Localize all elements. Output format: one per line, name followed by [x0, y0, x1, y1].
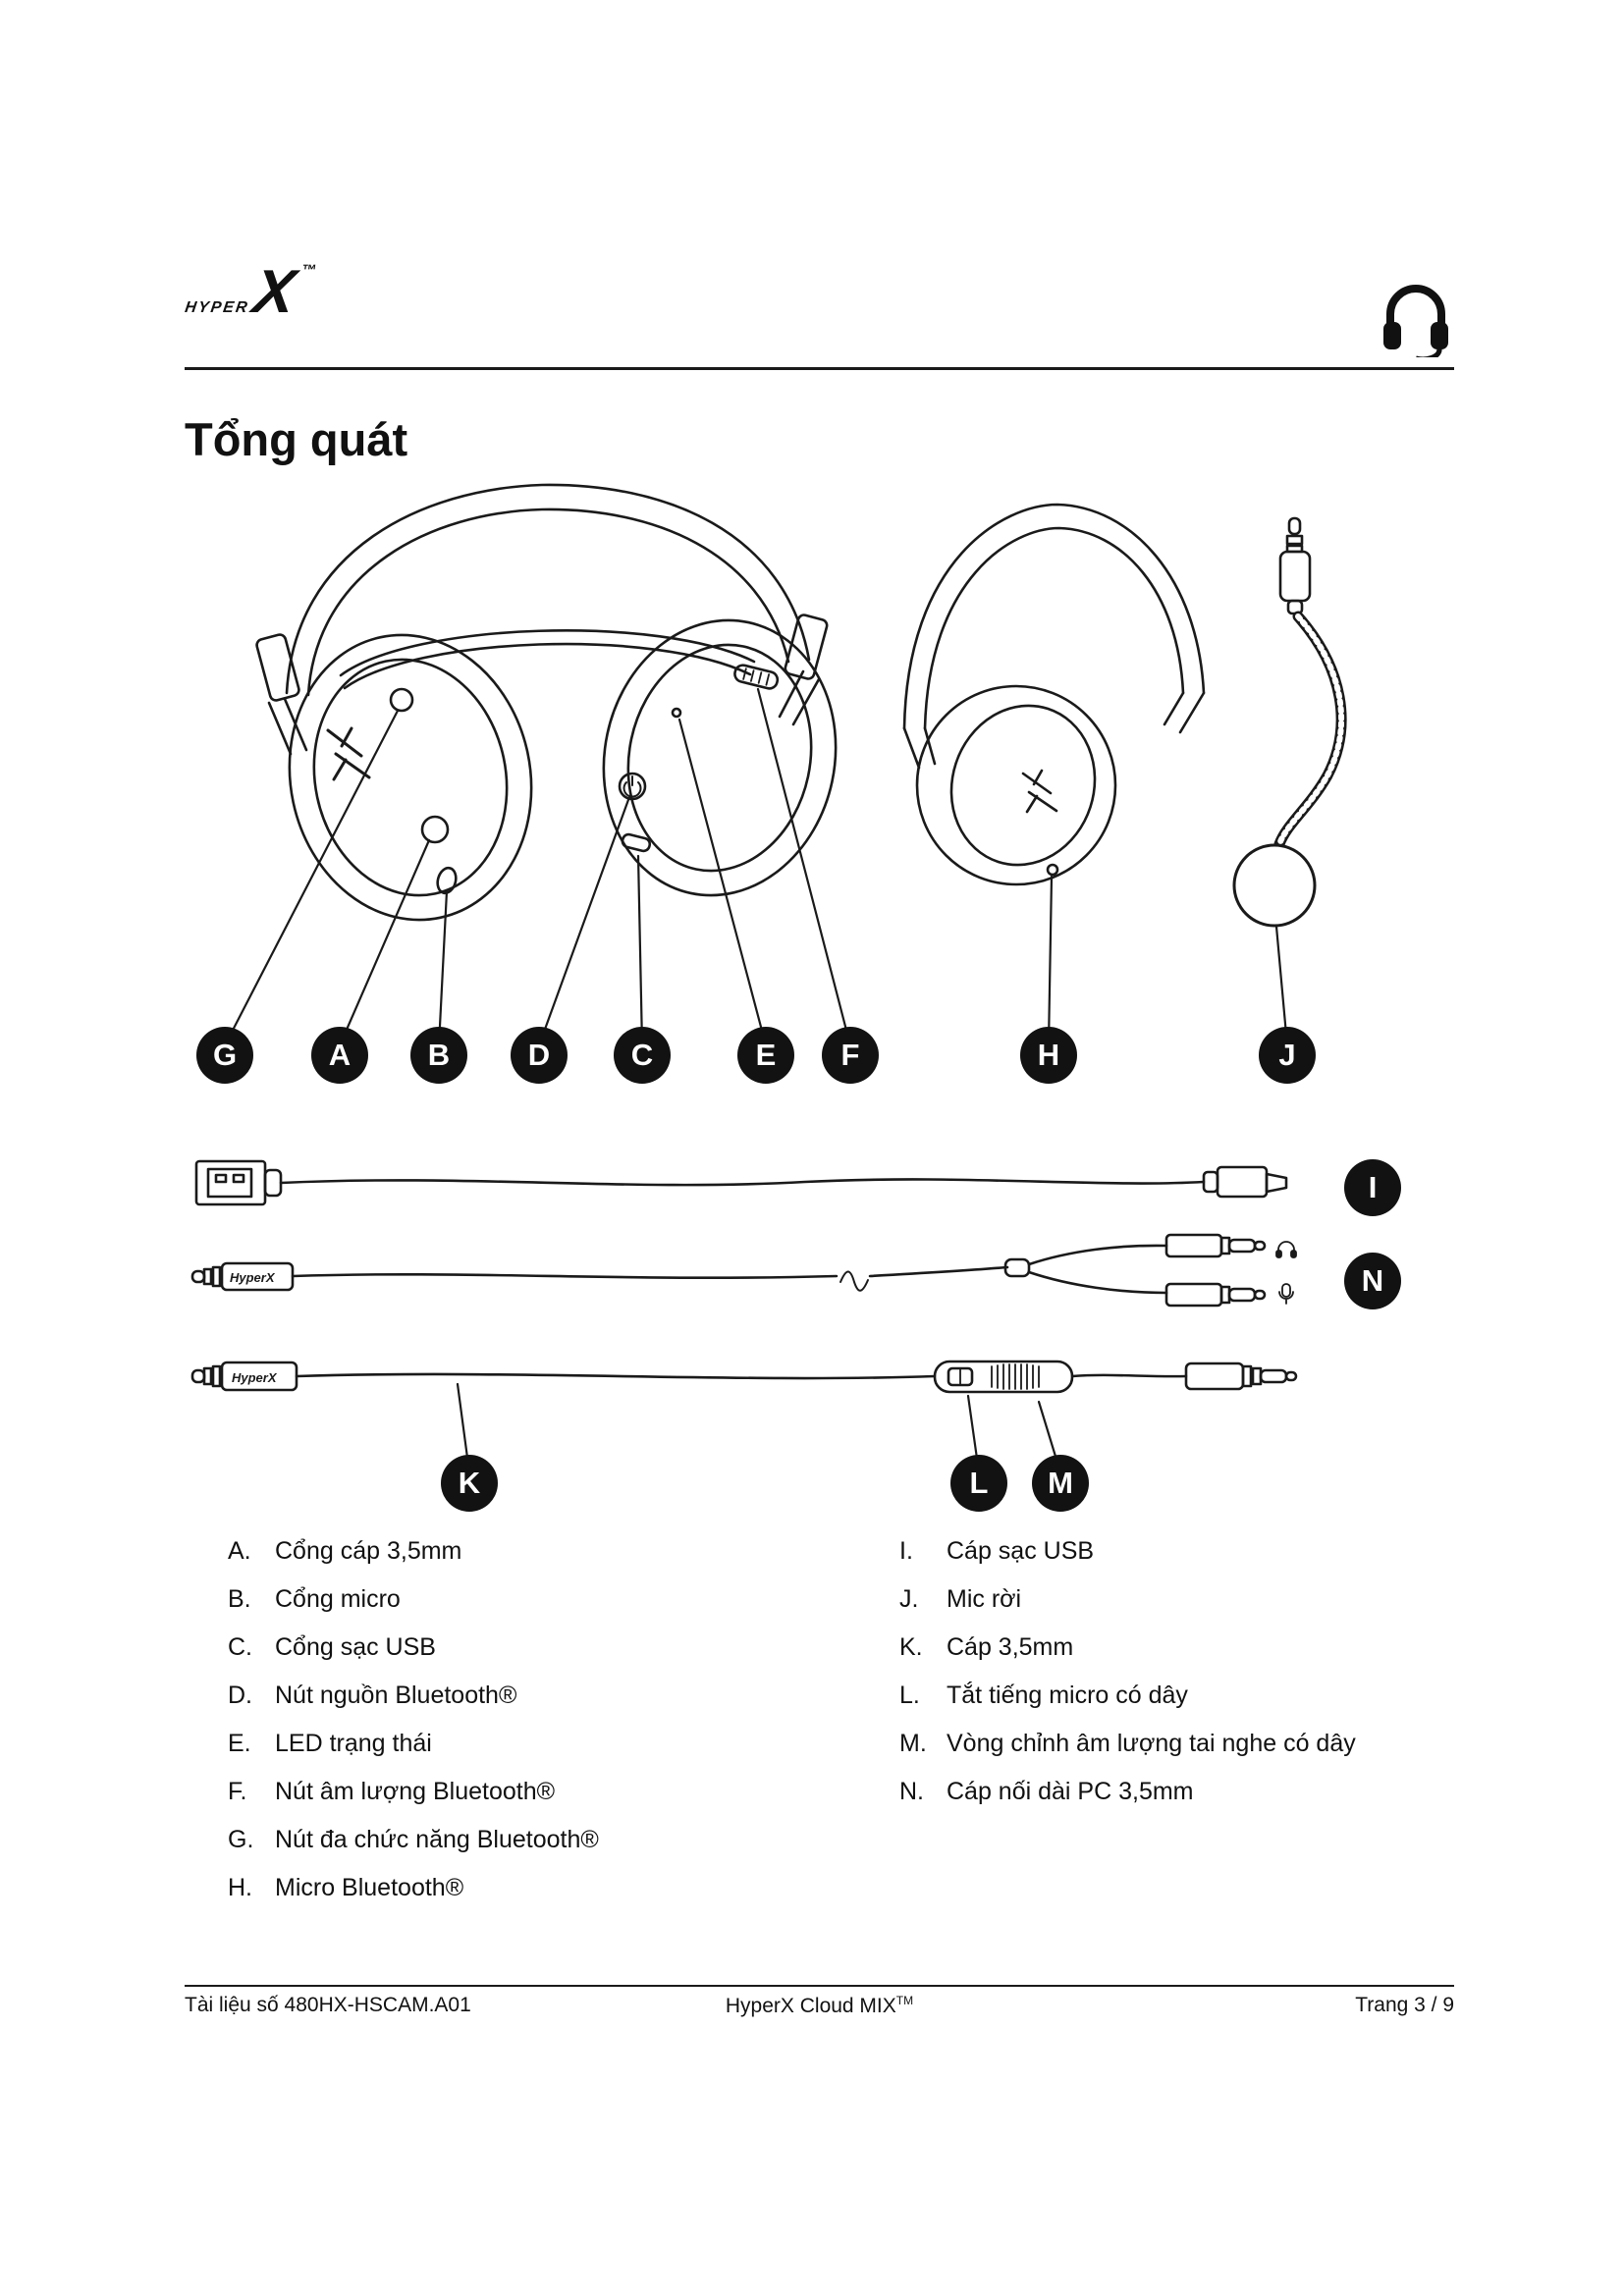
legend-letter: A. [228, 1537, 251, 1565]
legend-text: Mic rời [947, 1585, 1022, 1613]
callout-c-badge: C [614, 1027, 671, 1084]
legend-letter: E. [228, 1730, 251, 1757]
legend-letter: C. [228, 1633, 252, 1661]
splitter-cable-drawing [192, 1235, 1296, 1306]
legend-item-a [228, 1527, 876, 1575]
legend-item-g [228, 1816, 876, 1864]
logo-trademark: ™ [300, 262, 320, 279]
legend-item-j [899, 1575, 1508, 1624]
legend-text: Cáp sạc USB [947, 1537, 1095, 1565]
page-title: Tổng quát [185, 413, 408, 465]
legend-left-column [228, 1527, 876, 1912]
legend-item-b [228, 1575, 876, 1624]
legend-text: Cáp 3,5mm [947, 1633, 1074, 1661]
legend-letter: M. [899, 1730, 927, 1757]
side-view-drawing [904, 505, 1204, 884]
legend-letter: G. [228, 1826, 254, 1853]
usb-cable-drawing [196, 1161, 1286, 1204]
legend-text: Cổng cáp 3,5mm [275, 1537, 462, 1565]
callout-i-badge: I [1344, 1159, 1401, 1216]
callout-d-badge: D [511, 1027, 568, 1084]
callout-k-badge: K [441, 1455, 498, 1512]
callout-a-badge: A [311, 1027, 368, 1084]
product-trademark: TM [895, 1994, 914, 2007]
callout-j-badge: J [1259, 1027, 1316, 1084]
callout-b-badge: B [410, 1027, 467, 1084]
plug-brand-label: HyperX [232, 1370, 277, 1385]
legend-text: Nút nguồn Bluetooth® [275, 1682, 517, 1709]
legend-text: Cáp nối dài PC 3,5mm [947, 1778, 1194, 1805]
callout-n-badge: N [1344, 1253, 1401, 1309]
legend-text: Nút đa chức năng Bluetooth® [275, 1826, 599, 1853]
legend-text: Nút âm lượng Bluetooth® [275, 1778, 556, 1805]
footer-doc-number: Tài liệu số 480HX-HSCAM.A01 [185, 1994, 471, 2016]
callout-m-badge: M [1032, 1455, 1089, 1512]
legend-text: Cổng sạc USB [275, 1633, 436, 1661]
legend-letter: D. [228, 1682, 252, 1709]
callout-g-badge: G [196, 1027, 253, 1084]
legend-item-m [899, 1720, 1508, 1768]
legend-item-i [899, 1527, 1508, 1575]
legend-item-n [899, 1768, 1508, 1816]
legend-item-d [228, 1672, 876, 1720]
legend-letter: L. [899, 1682, 920, 1709]
legend-letter: N. [899, 1778, 924, 1805]
legend-text: Cổng micro [275, 1585, 401, 1613]
logo-x-mark: X [248, 258, 301, 326]
legend-item-e [228, 1720, 876, 1768]
footer-divider [185, 1985, 1454, 1987]
legend-text: Tắt tiếng micro có dây [947, 1682, 1188, 1709]
legend-text: Micro Bluetooth® [275, 1874, 464, 1901]
callout-e-badge: E [737, 1027, 794, 1084]
legend-item-c [228, 1624, 876, 1672]
legend-letter: H. [228, 1874, 252, 1901]
front-view-drawing [255, 485, 861, 942]
detachable-mic-drawing [1234, 518, 1341, 926]
legend-right-column [899, 1527, 1508, 1816]
mic-plug-icon [1279, 1284, 1293, 1304]
callout-l-badge: L [950, 1455, 1007, 1512]
footer-page-number: Trang 3 / 9 [1355, 1994, 1454, 2016]
legend-letter: J. [899, 1585, 919, 1613]
legend-letter: B. [228, 1585, 251, 1613]
headphone-plug-icon [1276, 1242, 1296, 1257]
plug-brand-label: HyperX [230, 1270, 275, 1285]
legend-letter: K. [899, 1633, 923, 1661]
legend-letter: I. [899, 1537, 913, 1565]
legend-item-f [228, 1768, 876, 1816]
product-name: HyperX Cloud MIX [725, 1995, 896, 2017]
inline-remote-cable-drawing [192, 1362, 1296, 1392]
legend-text: Vòng chỉnh âm lượng tai nghe có dây [947, 1730, 1356, 1757]
legend-text: LED trạng thái [275, 1730, 432, 1757]
legend-item-k [899, 1624, 1508, 1672]
callout-h-badge: H [1020, 1027, 1077, 1084]
callout-f-badge: F [822, 1027, 879, 1084]
legend-letter: F. [228, 1778, 247, 1805]
legend-item-h [228, 1864, 876, 1912]
logo-word: HYPER [184, 299, 250, 316]
legend-item-l [899, 1672, 1508, 1720]
